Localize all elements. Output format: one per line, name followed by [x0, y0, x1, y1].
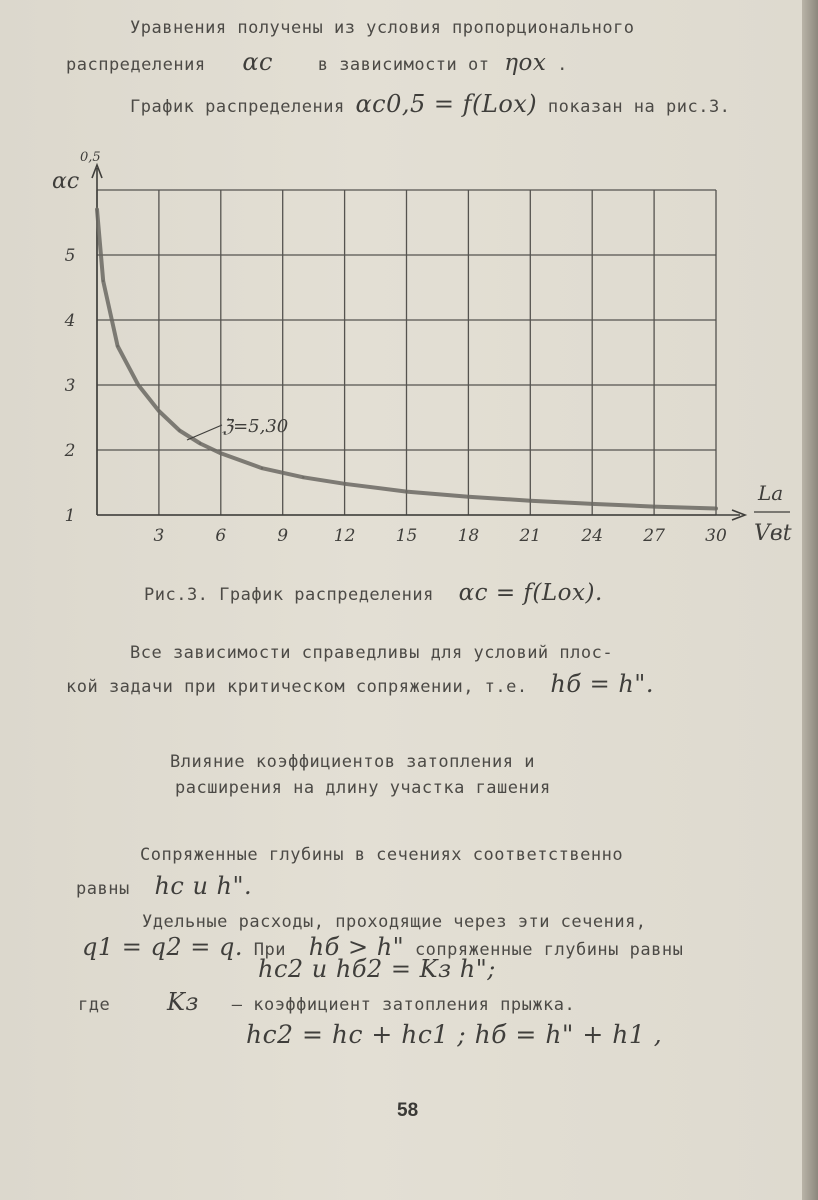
para3-tail: сопряженные глубины равны [414, 940, 684, 960]
intro-line-2-end: . [557, 55, 568, 75]
caption-formula: αc = f(Lox). [458, 580, 603, 606]
para3-where: где [78, 995, 111, 1015]
x-tick-label: 9 [277, 526, 289, 546]
series-point [302, 476, 304, 478]
para3-when: При [253, 940, 286, 960]
y-tick-label: 3 [64, 376, 76, 396]
series-point [220, 452, 222, 454]
series-point [158, 410, 160, 412]
para1-formula: hб = h". [550, 670, 654, 698]
series-point [467, 496, 469, 498]
section-heading-line-1: Влияние коэффициентов затопления и [170, 752, 535, 772]
chart-grid [92, 165, 745, 520]
x-tick-label: 30 [705, 526, 727, 546]
x-axis-label-numerator: La [758, 481, 784, 505]
para2-line-1: Сопряженные глубины в сечениях соответственно [140, 845, 624, 865]
y-tick-label: 4 [64, 311, 76, 331]
para3-line-1: Удельные расходы, проходящие через эти сечения, [142, 912, 647, 932]
y-axis-label: αc [52, 169, 80, 194]
x-tick-label: 21 [519, 526, 542, 546]
series-point [261, 467, 263, 469]
series-point [137, 384, 139, 386]
intro-line-1: Уравнения получены из условия пропорционального [130, 18, 635, 38]
para3-formula-2: hб > h" [308, 933, 405, 961]
para3-line-where [78, 988, 575, 1016]
para1-line-1: Все зависимости справедливы для условий плос- [130, 643, 614, 663]
series-point [715, 507, 717, 509]
para3-formula-1: q1 = q2 = q. [82, 933, 243, 961]
series-point [405, 490, 407, 492]
series-point [116, 345, 118, 347]
x-tick-label: 24 [581, 526, 604, 546]
series-point [178, 429, 180, 431]
para1-line-2 [66, 670, 654, 698]
series-point [102, 280, 104, 282]
y-axis-top-label: 0,5 [80, 150, 101, 165]
curve-label-leader [187, 425, 222, 440]
intro-line-3-b: показан на рис.3. [547, 97, 731, 117]
intro-line-2 [66, 48, 568, 76]
series-point [199, 442, 201, 444]
kz-symbol: Kз [166, 988, 199, 1016]
series-point [653, 505, 655, 507]
para2-line-2-text: равны [76, 879, 130, 899]
section-heading-line-2: расширения на длину участка гашения [175, 778, 551, 798]
y-tick-label: 5 [64, 246, 76, 266]
intro-line-3 [130, 90, 730, 118]
eta-ox-symbol: ηox [504, 50, 547, 76]
x-tick-label: 18 [457, 526, 480, 546]
series-point [591, 503, 593, 505]
x-tick-label: 15 [395, 526, 418, 546]
intro-line-2-a: распределения [66, 55, 206, 75]
distribution-chart [0, 140, 818, 560]
series-point [96, 208, 98, 210]
series-point [343, 483, 345, 485]
figure-caption [144, 580, 603, 606]
para2-line-2 [76, 872, 252, 900]
chart-labels [52, 150, 792, 546]
y-tick-label: 2 [64, 441, 76, 461]
intro-line-2-b: в зависимости от [317, 55, 490, 75]
para3-formula-4: hc2 = hc + hc1 ; hб = h" + h1 , [246, 1020, 663, 1049]
curve-label: ℨ=5,30 [222, 416, 289, 437]
caption-prefix: Рис.3. График распределения [144, 585, 434, 605]
para2-formula: hc и h". [154, 872, 253, 900]
para3-formula-3: hc2 и hб2 = Kз h"; [258, 955, 496, 983]
x-axis-label-denominator: Vвt [754, 521, 792, 546]
intro-formula: αc0,5 = f(Lox) [355, 90, 538, 118]
kz-description: – коэффициент затопления прыжка. [231, 995, 576, 1015]
x-tick-label: 27 [643, 526, 665, 546]
x-tick-label: 12 [333, 526, 356, 546]
page-number: 58 [397, 1100, 419, 1121]
intro-line-3-a: График распределения [130, 97, 345, 117]
series-point [529, 500, 531, 502]
y-tick-label: 1 [64, 506, 76, 526]
x-tick-label: 3 [153, 526, 165, 546]
x-tick-label: 6 [215, 526, 227, 546]
alpha-c-symbol: αc [242, 48, 273, 76]
para1-line-2-text: кой задачи при критическом сопряжении, т.е. [66, 677, 528, 697]
